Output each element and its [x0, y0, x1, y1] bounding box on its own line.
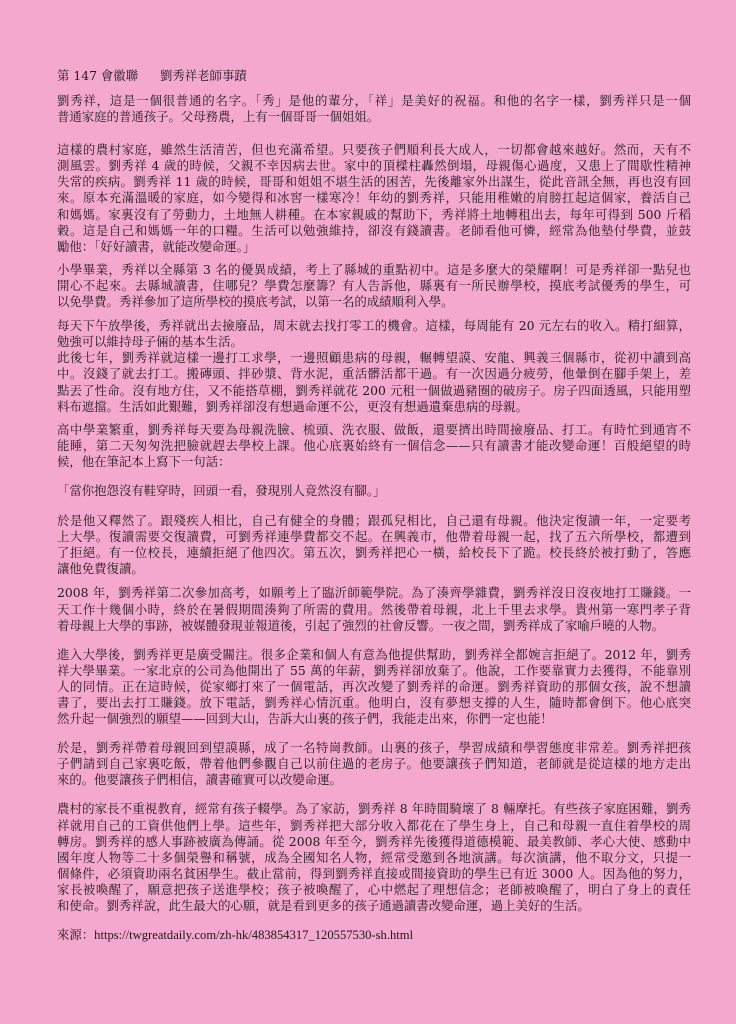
paragraph-3 [57, 262, 691, 310]
text-line: 農村的家長不重視教育，經常有孩子輟學。為了家訪，劉秀祥 8 年時間騎壞了 8 輛摩托。有些孩子家庭困難，劉秀 [57, 801, 691, 817]
text-line: 小學畢業，秀祥以全縣第 3 名的優異成績，考上了縣城的重點初中。這是多麼大的榮耀啊！可是秀祥卻一點兒也 [57, 261, 691, 277]
text-line: 於是，劉秀祥帶着母親回到望謨縣，成了一名特崗教師。山裏的孩子，學習成績和學習態度非常差。劉秀祥把孩 [57, 740, 691, 756]
text-line: 然升起一個強烈的願望——回到大山，告訴大山裏的孩子們，我能走出來，你們一定也能！ [57, 711, 553, 727]
paragraph-1 [57, 93, 691, 125]
text-line: 普通家庭的普通孩子。父母務農，上有一個哥哥一個姐姐。 [57, 109, 380, 125]
text-line: 穀。這是自己和媽媽一年的口糧。生活可以勉強維持，卻沒有錢讀書。老師看他可憐，經常為他墊付學費，並鼓 [57, 222, 691, 238]
text-line: 測風雲。劉秀祥 4 歲的時候，父親不幸因病去世。家中的頂樑柱轟然倒塌，母親傷心過度，又患上了間歇性精神 [57, 158, 691, 174]
title-subject: 劉秀祥老師事蹟 [160, 68, 247, 83]
text-line: 人的同情。正在這時候，從家鄉打來了一個電話，再次改變了劉秀祥的命運。劉秀祥資助的那個女孩，說不想讀 [57, 678, 691, 694]
text-line: 高中學業繁重，劉秀祥每天要為母親洗臉、梳頭、洗衣服、做飯，還要擠出時間撿廢品、打工。有時忙到通宵不 [57, 421, 691, 437]
text-line: 和使命。劉秀祥說，此生最大的心願，就是看到更多的孩子通過讀書改變命運，過上美好的生活。 [57, 898, 590, 914]
text-line: 以免學費。秀祥參加了這所學校的摸底考試，以第一名的成績順利入學。 [57, 294, 454, 310]
text-line: 來。原本充滿溫暖的家庭，如今變得和冰窖一樣寒冷！年幼的劉秀祥，只能用稚嫩的肩膀扛起這個家，養活自己 [57, 190, 691, 206]
text-line: 個條件，必須資助兩名貧困學生。截止當前，得到劉秀祥直接或間接資助的學生已有近 3000 人。因為他的努力， [57, 865, 691, 881]
text-line: 候，他在筆記本上寫下一句話： [57, 453, 231, 469]
paragraph-2 [57, 142, 691, 255]
text-line: 天工作十幾個小時，終於在暑假期間湊夠了所需的費用。然後帶着母親，北上千里去求學。貴州第一寒門孝子背 [57, 601, 691, 617]
text-line: 家長被喚醒了，願意把孩子送進學校；孩子被喚醒了，心中燃起了理想信念；老師被喚醒了，明白了身上的責任 [57, 881, 691, 897]
document-body [57, 68, 691, 943]
text-line: 中。沒錢了就去打工。搬磚頭、拌砂漿、背水泥，重活髒活都干過。有一次因過分疲勞，他暈倒在腳手架上，差 [57, 366, 691, 382]
text-line: 子們請到自己家裏吃飯，帶着他們參觀自己以前住過的老房子。他要讓孩子們知道，老師就是從這樣的地方走出 [57, 756, 691, 772]
text-line: 勵他：「好好讀書，就能改變命運。」 [57, 238, 256, 254]
source-url: https://twgreatdaily.com/zh-hk/483854317_120557530-sh.html [94, 928, 414, 943]
paragraph-10 [57, 647, 691, 727]
text-line: 失常的疾病。劉秀祥 11 歲的時候，哥哥和姐姐不堪生活的困苦，先後離家外出謀生，從此音訊全無，再也沒有回 [57, 174, 691, 190]
document-title [57, 68, 691, 84]
title-number: 第 147 會徽聯 [57, 68, 139, 83]
paragraph-9 [57, 585, 691, 633]
text-line: 國年度人物等二十多個榮譽和稱號，成為全國知名人物，經常受邀到各地演講。每次演講，他不取分文，只提一 [57, 849, 691, 865]
text-line: 這樣的農村家庭，雖然生活清苦，但也充滿希望。只要孩子們順利長大成人，一切都會越來越好。然而，天有不 [57, 142, 691, 158]
text-line: 能睡，第二天匆匆洗把臉就趕去學校上課。他心底裏始終有一個信念——只有讀書才能改變命運！百般絕望的時 [57, 437, 691, 453]
paragraph-11 [57, 740, 691, 788]
text-line: 此後七年，劉秀祥就這樣一邊打工求學，一邊照顧患病的母親，輾轉望謨、安龍、興義三個縣市，從初中讀到高 [57, 350, 691, 366]
text-line: 了拒絕。有一位校長，連續拒絕了他四次。第五次，劉秀祥把心一橫，給校長下了跪。校長終於被打動了，答應 [57, 545, 691, 561]
paragraph-12 [57, 801, 691, 914]
text-line: 勉強可以維持母子倆的基本生活。 [57, 334, 243, 350]
text-line: 讓他免費復讀。 [57, 561, 144, 577]
text-line: 來的。他要讓孩子們相信，讀書確實可以改變命運。 [57, 772, 342, 788]
paragraph-6 [57, 422, 691, 470]
text-line: 轉房。劉秀祥的感人事跡被廣為傳誦。從 2008 年至今，劉秀祥先後獲得道德模範、最美教師、孝心大使、感動中 [57, 833, 691, 849]
paragraph-8 [57, 513, 691, 577]
text-line: 每天下午放學後，秀祥就出去撿廢品，周末就去找打零工的機會。這樣，每周能有 20 元左右的收入。精打細算， [57, 318, 691, 334]
text-line: 和媽媽。家裏沒有了勞動力，土地無人耕種。在本家親戚的幫助下，秀祥將土地轉租出去，每年可得到 500 斤稻 [57, 206, 691, 222]
text-line: 祥就用自己的工資供他們上學。這些年，劉秀祥把大部分收入都花在了學生身上，自己和母親一直住着學校的周 [57, 817, 691, 833]
text-line: 書了，要出去打工賺錢。放下電話，劉秀祥心情沉重。他明白，沒有夢想支撐的人生，隨時都會倒下。他心底突 [57, 695, 691, 710]
text-line: 開心不起來。去縣城讀書，住哪兒？學費怎麼籌？有人告訴他，縣裏有一所民辦學校，摸底考試優秀的學生，可 [57, 277, 691, 293]
text-line: 料布遮擋。生活如此艱難，劉秀祥卻沒有想過命運不公，更沒有想過遺棄患病的母親。 [57, 398, 528, 414]
text-line: 點丟了性命。沒有地方住，又不能搭草棚，劉秀祥就花 200 元租一個做過豬圈的破房子。房子四面透風，只能用塑 [57, 382, 691, 398]
text-line: 上大學。復讀需要交復讀費，可劉秀祥連學費都交不起。在興義市，他帶着母親一起，找了五六所學校，都遭到 [57, 529, 691, 545]
paragraph-5 [57, 350, 691, 414]
text-line: 劉秀祥，這是一個很普通的名字。「秀」是他的輩分，「祥」是美好的祝福。和他的名字一樣，劉秀祥只是一個 [57, 93, 691, 108]
source-line [57, 927, 691, 943]
text-line: 於是他又釋然了。跟殘疾人相比，自己有健全的身體；跟孤兒相比，自己還有母親。他決定復讀一年，一定要考 [57, 513, 691, 529]
paragraph-4 [57, 318, 691, 350]
text-line: 2008 年，劉秀祥第二次參加高考，如願考上了臨沂師範學院。為了湊齊學雜費，劉秀祥沒日沒夜地打工賺錢。一 [57, 585, 691, 601]
text-line: 祥大學畢業。一家北京的公司為他開出了 55 萬的年薪，劉秀祥卻放棄了。他說，工作要靠實力去獲得，不能靠別 [57, 662, 691, 678]
source-label: 來源： [57, 927, 95, 943]
text-line: 進入大學後，劉秀祥更是廣受關注。很多企業和個人有意為他提供幫助，劉秀祥全都婉言拒絕了。2012 年，劉秀 [57, 646, 691, 662]
quote-line: 「當你抱怨沒有鞋穿時，回頭一看，發現別人竟然沒有腳。」 [57, 482, 386, 498]
text-line: 着母親上大學的事跡，被媒體發現並報道後，引起了強烈的社會反響。一夜之間，劉秀祥成了家喻戶曉的人物。 [57, 617, 665, 633]
quote-paragraph [57, 483, 691, 499]
